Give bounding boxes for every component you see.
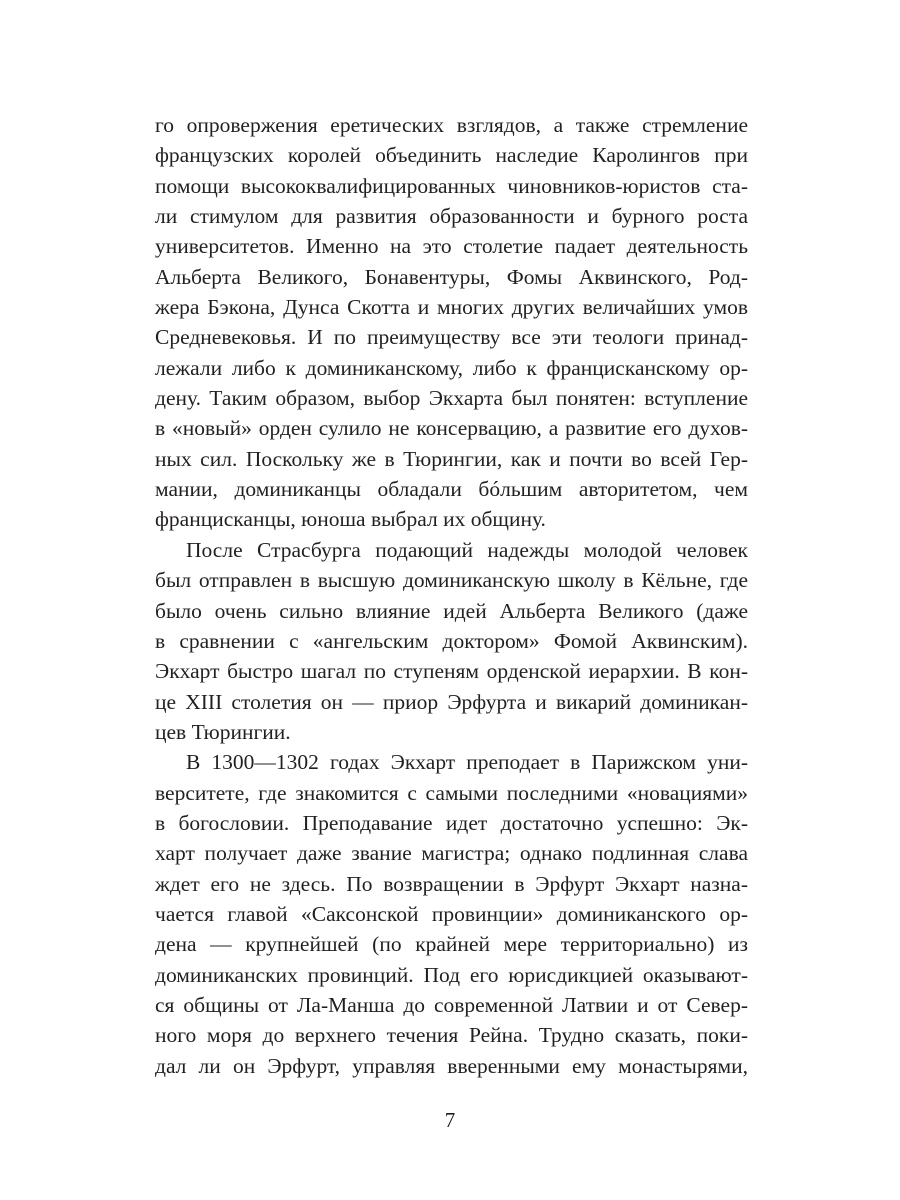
text-line: ждет его не здесь. По возвращении в Эрфурт Экхарт назна- [155, 871, 748, 896]
text-line: ного моря до верхнего течения Рейна. Трудно сказать, поки- [155, 1023, 748, 1048]
body-text [155, 110, 748, 1081]
text-line: было очень сильно влияние идей Альберта Великого (даже [155, 598, 748, 623]
text-line: французских королей объединить наследие Каролингов при [155, 143, 748, 168]
text-line: в «новый» орден сулило не консервацию, а развитие его духов- [155, 416, 748, 441]
page-number: 7 [444, 1108, 456, 1132]
text-line: харт получает даже звание магистра; однако подлинная слава [155, 841, 748, 866]
text-line: помощи высококвалифицированных чиновников-юристов ста- [155, 173, 748, 198]
text-line: дал ли он Эрфурт, управляя вверенными ему монастырями, [155, 1053, 748, 1078]
text-line: Альберта Великого, Бонавентуры, Фомы Аквинского, Род- [155, 264, 748, 289]
text-line: це XIII столетия он — приор Эрфурта и викарий доминикан- [155, 689, 748, 714]
text-line: ных сил. Поскольку же в Тюрингии, как и почти во всей Гер- [155, 446, 748, 471]
text-line: цев Тюрингии. [155, 719, 291, 744]
text-line: ли стимулом для развития образованности и бурного роста [155, 204, 748, 229]
text-line: верситете, где знакомится с самыми последними «новациями» [155, 780, 748, 805]
text-line: Средневековья. И по преимуществу все эти теологи принад- [155, 325, 748, 350]
text-line: лежали либо к доминиканскому, либо к францисканскому ор- [155, 355, 748, 380]
text-line: в сравнении с «ангельским доктором» Фомой Аквинским). [155, 628, 748, 653]
text-line: дену. Таким образом, выбор Экхарта был понятен: вступление [155, 386, 748, 411]
text-line: В 1300—1302 годах Экхарт преподает в Парижском уни- [186, 750, 748, 775]
text-line: ся общины от Ла-Манша до современной Латвии и от Север- [155, 992, 748, 1017]
text-line: После Страсбурга подающий надежды молодой человек [186, 537, 748, 562]
text-line: Экхарт быстро шагал по ступеням орденской иерархии. В кон- [155, 659, 748, 684]
text-line: жера Бэкона, Дунса Скотта и многих других величайших умов [155, 295, 748, 320]
text-line: францисканцы, юноша выбрал их общину. [155, 507, 546, 532]
text-line: был отправлен в высшую доминиканскую школу в Кёльне, где [155, 568, 748, 593]
text-line: университетов. Именно на это столетие падает деятельность [155, 234, 748, 259]
paragraph [155, 535, 748, 747]
text-line: чается главой «Саксонской провинции» доминиканского ор- [155, 901, 748, 926]
paragraph [155, 747, 748, 1081]
text-line: дена — крупнейшей (по крайней мере территориально) из [155, 932, 748, 957]
paragraph [155, 110, 748, 535]
text-line: мании, доминиканцы обладали бóльшим авторитетом, чем [155, 477, 748, 502]
text-line: доминиканских провинций. Под его юрисдикцией оказывают- [155, 962, 748, 987]
text-line: в богословии. Преподавание идет достаточно успешно: Эк- [155, 810, 748, 835]
text-line: го опровержения еретических взглядов, а также стремление [155, 113, 748, 137]
